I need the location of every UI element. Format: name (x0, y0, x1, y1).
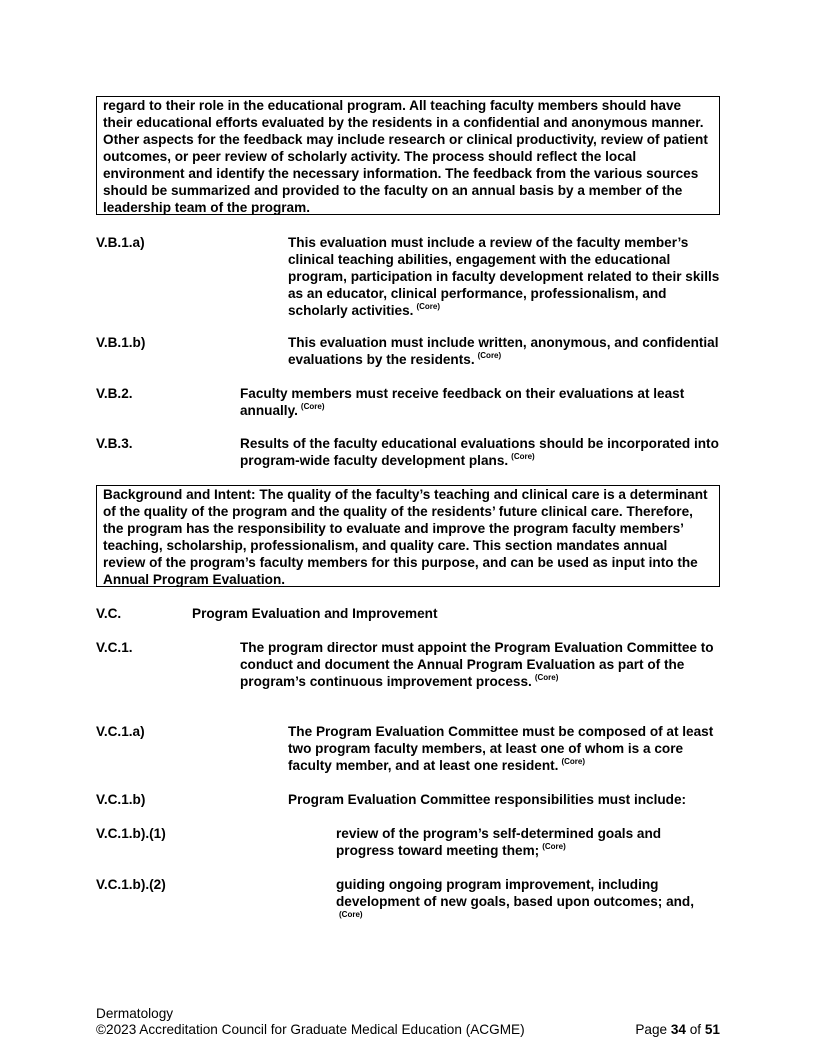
requirement-item (96, 639, 720, 707)
core-tag: (Core) (300, 402, 325, 412)
requirement-number: V.B.1.a) (96, 235, 145, 250)
core-tag: (Core) (416, 302, 440, 312)
requirement-text: Program Evaluation Committee responsibilities must include: (288, 792, 687, 807)
requirement-number: V.C.1.b).(1) (96, 826, 166, 841)
requirement-number: V.C.1.b) (96, 792, 146, 807)
footer-copyright: ©2023 Accreditation Council for Graduate Medical Education (ACGME) (96, 1022, 525, 1037)
page-total: 51 (704, 1022, 720, 1037)
requirement-number: V.C.1. (96, 640, 133, 655)
requirement-number: V.C.1.a) (96, 724, 145, 739)
requirement-number: V.B.2. (96, 386, 133, 401)
page-indicator: Page 34 of 51 (635, 1022, 720, 1037)
requirement-text: This evaluation must include written, anonymous, and confidential evaluations by the residents. $^{(Core)}$ (288, 335, 719, 367)
core-tag: (Core) (561, 757, 586, 767)
requirement-item (96, 334, 720, 368)
background-intent-box (96, 485, 720, 587)
section-title: Program Evaluation and Improvement (192, 606, 438, 621)
requirement-text: Results of the faculty educational evaluations should be incorporated into program-wide faculty development plans. $^{(Core)}$ (240, 436, 719, 468)
requirement-item (96, 723, 720, 774)
requirement-item (96, 825, 720, 859)
guidance-box-top (96, 96, 720, 215)
requirement-number: V.B.1.b) (96, 335, 146, 350)
core-tag: (Core) (542, 842, 566, 852)
section-number: V.C. (96, 606, 122, 621)
page-footer (96, 1006, 720, 1038)
requirement-text: This evaluation must include a review of the faculty member’s clinical teaching abilities, engagement with the educational program, participation in faculty development related to their skills as an educator, clinical performance, professionalism, and scholarly activities. $^{(Core)}$ (288, 235, 720, 318)
page-number: 34 (670, 1022, 686, 1037)
footer-specialty: Dermatology (96, 1006, 174, 1021)
requirement-item (96, 385, 720, 419)
requirement-number: V.B.3. (96, 436, 133, 451)
requirement-text: review of the program’s self-determined goals and progress toward meeting them; $^{(Core)}$ (336, 826, 662, 858)
intent-text: Background and Intent: The quality of the faculty’s teaching and clinical care is a determinant of the quality of the program and the quality of the residents’ future clinical care. Therefore, the program has the responsibility to evaluate and improve the program faculty members’ teaching, scholarship, professionalism, and quality care. This section mandates annual review of the program’s faculty members for this purpose, and can be used as input into the Annual Program Evaluation. (103, 487, 708, 587)
requirement-text: The Program Evaluation Committee must be composed of at least two program faculty members, at least one of whom is a core faculty member, and at least one resident. $^{(Core)}$ (288, 724, 714, 773)
requirement-number: V.C.1.b).(2) (96, 877, 166, 892)
section-heading (96, 605, 720, 622)
requirement-item (96, 876, 720, 927)
requirement-text: The program director must appoint the Program Evaluation Committee to conduct and document the Annual Program Evaluation as part of the program’s continuous improvement process. $^{(Core)}$ (240, 640, 714, 689)
requirement-text: Faculty members must receive feedback on their evaluations at least annually. $^{(Core)}$ (240, 386, 685, 418)
core-tag: (Core) (477, 351, 502, 361)
core-tag: (Core) (511, 452, 535, 462)
core-tag: (Core) (339, 910, 363, 920)
core-tag: (Core) (534, 673, 559, 683)
requirement-item (96, 234, 720, 320)
requirement-item (96, 435, 720, 469)
guidance-text: regard to their role in the educational program. All teaching faculty members should have their educational efforts evaluated by the residents in a confidential and anonymous manner. Other aspects for the feedback may include research or clinical productivity, review of patient outcomes, or peer review of scholarly activity. The process should reflect the local environment and identify the necessary information. The feedback from the various sources should be summarized and provided to the faculty on an annual basis by a member of the leadership team of the program. (103, 98, 708, 215)
requirement-text: guiding ongoing program improvement, including development of new goals, based upon outcomes; and,$^{(Core)}$ (336, 877, 695, 920)
requirement-item (96, 791, 720, 808)
